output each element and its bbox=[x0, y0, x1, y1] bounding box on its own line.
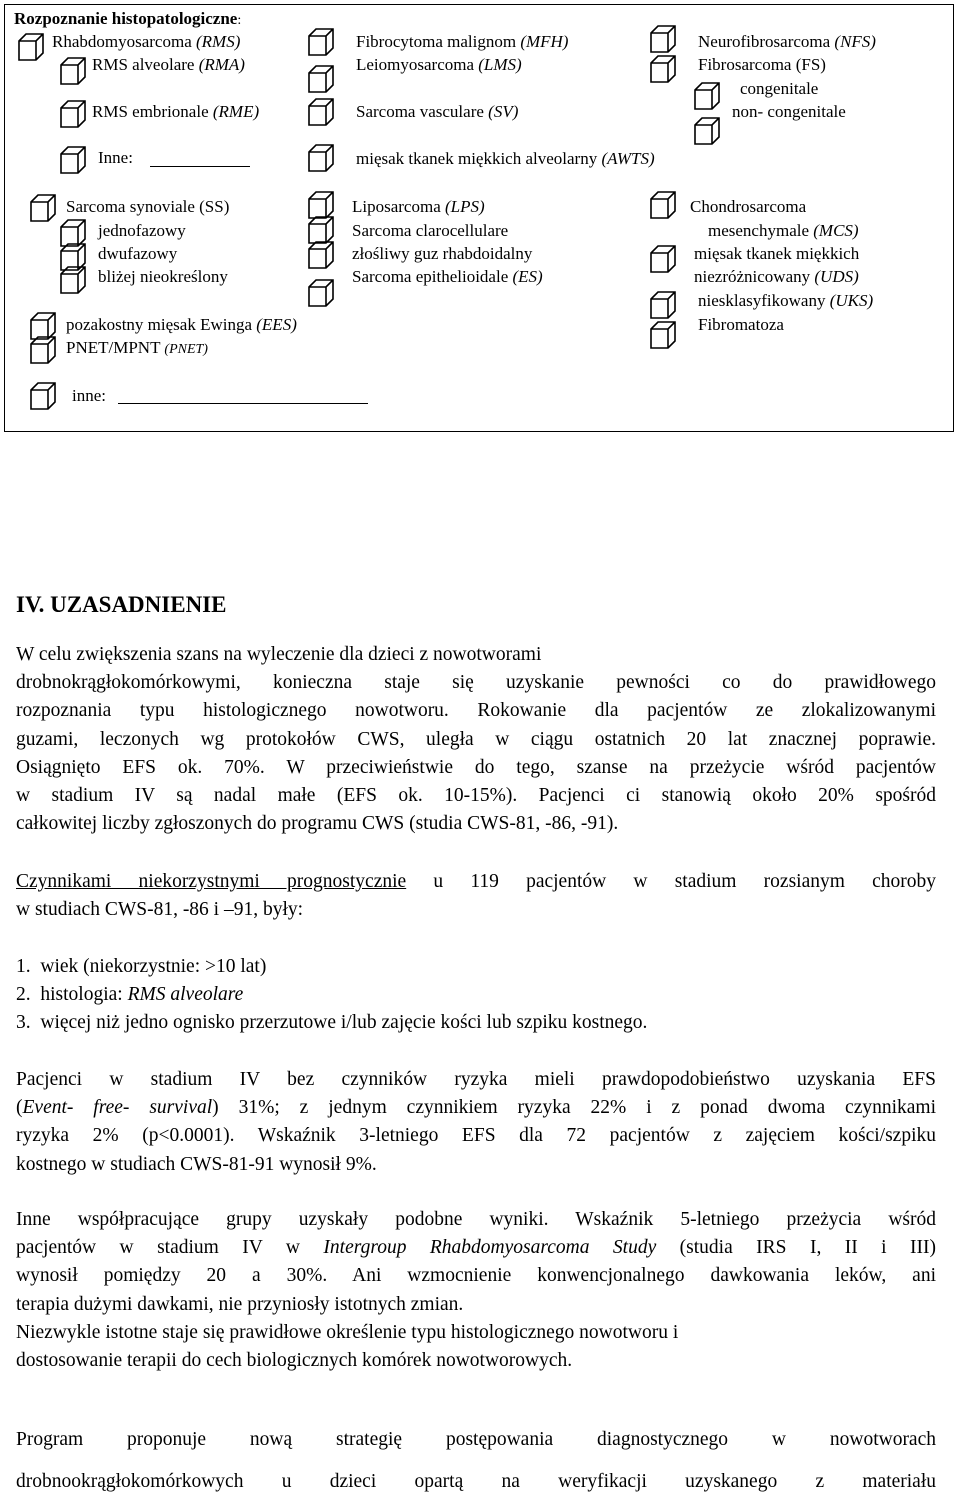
label-ss: Sarcoma synoviale (SS) bbox=[66, 197, 230, 216]
paragraph-4: Inne współpracujące grupy uzyskały podobne wyniki. Wskaźnik 5-letniego przeżycia wśród pacjentów w stadium IV w Intergroup Rhabdomyosarcoma Study (studia IRS I, II i III) wynosił pomiędzy 20 a 30%. Ani wzmocnienie konwencjonalnego dawkowania leków, ani terapia dużymi dawkami, nie przyniosły istotnych zmian. Niezwykle istotne staje się prawidłowe określenie typu histologicznego nowotworu i dostosowanie terapii do cech biologicznych komórek nowotworowych. bbox=[16, 1209, 936, 1372]
checkbox-cube-icon bbox=[650, 25, 676, 53]
label-rma: RMS alveolare (RMA) bbox=[92, 55, 245, 74]
list-item: 2. histologia: RMS alveolare bbox=[16, 984, 244, 1006]
form-title: Rozpoznanie histopatologiczne: bbox=[14, 9, 242, 28]
label-awts: mięsak tkanek miękkich alveolarny (AWTS) bbox=[356, 149, 655, 168]
checkbox-lps[interactable] bbox=[308, 191, 334, 219]
label-rme: RMS embrionale (RME) bbox=[92, 102, 260, 121]
section-heading: IV. UZASADNIENIE bbox=[16, 592, 227, 617]
checkbox-rhabdoid[interactable] bbox=[308, 241, 334, 269]
checkbox-nfs[interactable] bbox=[650, 25, 676, 53]
checkbox-fs-congenitale[interactable] bbox=[694, 82, 720, 110]
inne-write-in-line[interactable] bbox=[150, 166, 250, 167]
checkbox-cube-icon bbox=[694, 82, 720, 110]
paragraph-1: W celu zwiększenia szans na wyleczenie dla dzieci z nowotworami drobnokrągłokomórkowymi, konieczna staje się uzyskanie pewności co do prawidłowego rozpoznania typu histologicznego nowotworu. Rokowanie dla pacjentów ze zlokalizowanymi guzami, leczonych wg protokołów CWS, uległa w ciągu ostatnich 20 lat znacznej poprawie. Osiągnięto EFS ok. 70%. W przeciwieństwie do tego, szanse na przeżycie wśród pacjentów w stadium IV są nadal małe (EFS ok. 10-15%). Pacjenci ci stanowią około 20% spośród całkowitej liczby zgłoszonych do programu CWS (studia CWS-81, -86, -91). bbox=[16, 644, 936, 835]
checkbox-cube-icon bbox=[308, 144, 334, 172]
label-es: Sarcoma epithelioidale (ES) bbox=[352, 267, 543, 286]
label-inne: Inne: bbox=[98, 148, 133, 167]
label-fs-congenitale: congenitale bbox=[740, 79, 819, 98]
label-sv: Sarcoma vasculare (SV) bbox=[356, 102, 519, 121]
checkbox-cube-icon bbox=[18, 33, 44, 61]
checkbox-fibromatoza[interactable] bbox=[650, 321, 676, 349]
label-inne-2: inne: bbox=[72, 386, 106, 405]
label-ss-dwufazowy: dwufazowy bbox=[98, 244, 178, 263]
paragraph-5: Program proponuje nową strategię postępowania diagnostycznego w nowotworach drobnookrągłokomórkowych u dzieci opartą na weryfikacji uzyskanego z materiału bbox=[16, 1429, 936, 1492]
checkbox-cube-icon bbox=[308, 65, 334, 93]
checkbox-cube-icon bbox=[60, 100, 86, 128]
label-fs-non-congenitale: non- congenitale bbox=[732, 102, 846, 121]
label-pnet: PNET/MPNT (PNET) bbox=[66, 338, 208, 357]
label-clarocellulare: Sarcoma clarocellulare bbox=[352, 221, 509, 240]
checkbox-ss-nieokreslony[interactable] bbox=[60, 266, 86, 294]
checkbox-cube-icon bbox=[650, 55, 676, 83]
checkbox-cube-icon bbox=[650, 191, 676, 219]
checkbox-cube-icon bbox=[308, 98, 334, 126]
label-uds: niezróżnicowany (UDS) bbox=[694, 267, 859, 286]
checkbox-inne-2[interactable] bbox=[30, 382, 56, 410]
label-mtm: mięsak tkanek miękkich bbox=[694, 244, 860, 263]
checkbox-cube-icon bbox=[308, 28, 334, 56]
label-chondrosarcoma: Chondrosarcoma bbox=[690, 197, 807, 216]
inne-2-write-in-line[interactable] bbox=[118, 403, 368, 404]
checkbox-cube-icon bbox=[30, 194, 56, 222]
label-fs: Fibrosarcoma (FS) bbox=[698, 55, 826, 74]
checkbox-cube-icon bbox=[30, 336, 56, 364]
list-item: 1. wiek (niekorzystnie: >10 lat) bbox=[16, 956, 267, 977]
checkbox-chondrosarcoma[interactable] bbox=[650, 191, 676, 219]
checkbox-sv[interactable] bbox=[308, 98, 334, 126]
checkbox-cube-icon bbox=[60, 266, 86, 294]
checkbox-clarocellulare[interactable] bbox=[308, 216, 334, 244]
checkbox-cube-icon bbox=[308, 216, 334, 244]
checkbox-cube-icon bbox=[308, 191, 334, 219]
checkbox-cube-icon bbox=[30, 382, 56, 410]
checkbox-cube-icon bbox=[650, 291, 676, 319]
checkbox-lms[interactable] bbox=[308, 65, 334, 93]
checkbox-uks[interactable] bbox=[650, 291, 676, 319]
underlined-phrase: Czynnikami niekorzystnymi prognostycznie bbox=[16, 871, 407, 892]
label-nfs: Neurofibrosarcoma (NFS) bbox=[698, 32, 876, 51]
label-fibromatoza: Fibromatoza bbox=[698, 315, 784, 334]
list-item: 3. więcej niż jedno ognisko przerzutowe i/lub zajęcie kości lub szpiku kostnego. bbox=[16, 1012, 648, 1034]
checkbox-awts[interactable] bbox=[308, 144, 334, 172]
checkbox-rms[interactable] bbox=[18, 33, 44, 61]
label-lps: Liposarcoma (LPS) bbox=[352, 197, 485, 216]
checkbox-fs-non-congenitale[interactable] bbox=[694, 117, 720, 145]
label-lms: Leiomyosarcoma (LMS) bbox=[356, 55, 522, 74]
checkbox-ss[interactable] bbox=[30, 194, 56, 222]
label-ees: pozakostny mięsak Ewinga (EES) bbox=[66, 315, 297, 334]
checkbox-mfh[interactable] bbox=[308, 28, 334, 56]
checkbox-rma[interactable] bbox=[60, 57, 86, 85]
checkbox-cube-icon bbox=[308, 241, 334, 269]
paragraph-2: Czynnikami niekorzystnymi prognostycznie u 119 pacjentów w stadium rozsianym choroby w studiach CWS-81, -86 i –91, były: bbox=[16, 871, 936, 921]
checkbox-cube-icon bbox=[60, 57, 86, 85]
label-ss-jednofazowy: jednofazowy bbox=[98, 221, 186, 240]
label-rms: Rhabdomyosarcoma (RMS) bbox=[52, 32, 241, 51]
checkbox-cube-icon bbox=[694, 117, 720, 145]
risk-factor-list bbox=[16, 953, 936, 1038]
checkbox-cube-icon bbox=[650, 321, 676, 349]
label-ss-nieokreslony: bliżej nieokreślony bbox=[98, 267, 228, 286]
checkbox-pnet[interactable] bbox=[30, 336, 56, 364]
checkbox-cube-icon bbox=[308, 279, 334, 307]
checkbox-fs[interactable] bbox=[650, 55, 676, 83]
label-mfh: Fibrocytoma malignom (MFH) bbox=[356, 32, 569, 51]
checkbox-cube-icon bbox=[650, 245, 676, 273]
checkbox-rme[interactable] bbox=[60, 100, 86, 128]
checkbox-cube-icon bbox=[60, 146, 86, 174]
label-uks: niesklasyfikowany (UKS) bbox=[698, 291, 874, 310]
checkbox-uds[interactable] bbox=[650, 245, 676, 273]
label-rhabdoid: złośliwy guz rhabdoidalny bbox=[352, 244, 533, 263]
checkbox-es[interactable] bbox=[308, 279, 334, 307]
paragraph-3: Pacjenci w stadium IV bez czynników ryzyka mieli prawdopodobieństwo uzyskania EFS (Event- free- survival) 31%; z jednym czynnikiem ryzyka 22% i z ponad dwoma czynnikami ryzyka 2% (p<0.0001). Wskaźnik 3-letniego EFS dla 72 pacjentów z zajęciem kości/szpiku kostnego w studiach CWS-81-91 wynosił 9%. bbox=[16, 1069, 937, 1175]
label-mcs: mesenchymale (MCS) bbox=[708, 221, 859, 240]
checkbox-inne[interactable] bbox=[60, 146, 86, 174]
